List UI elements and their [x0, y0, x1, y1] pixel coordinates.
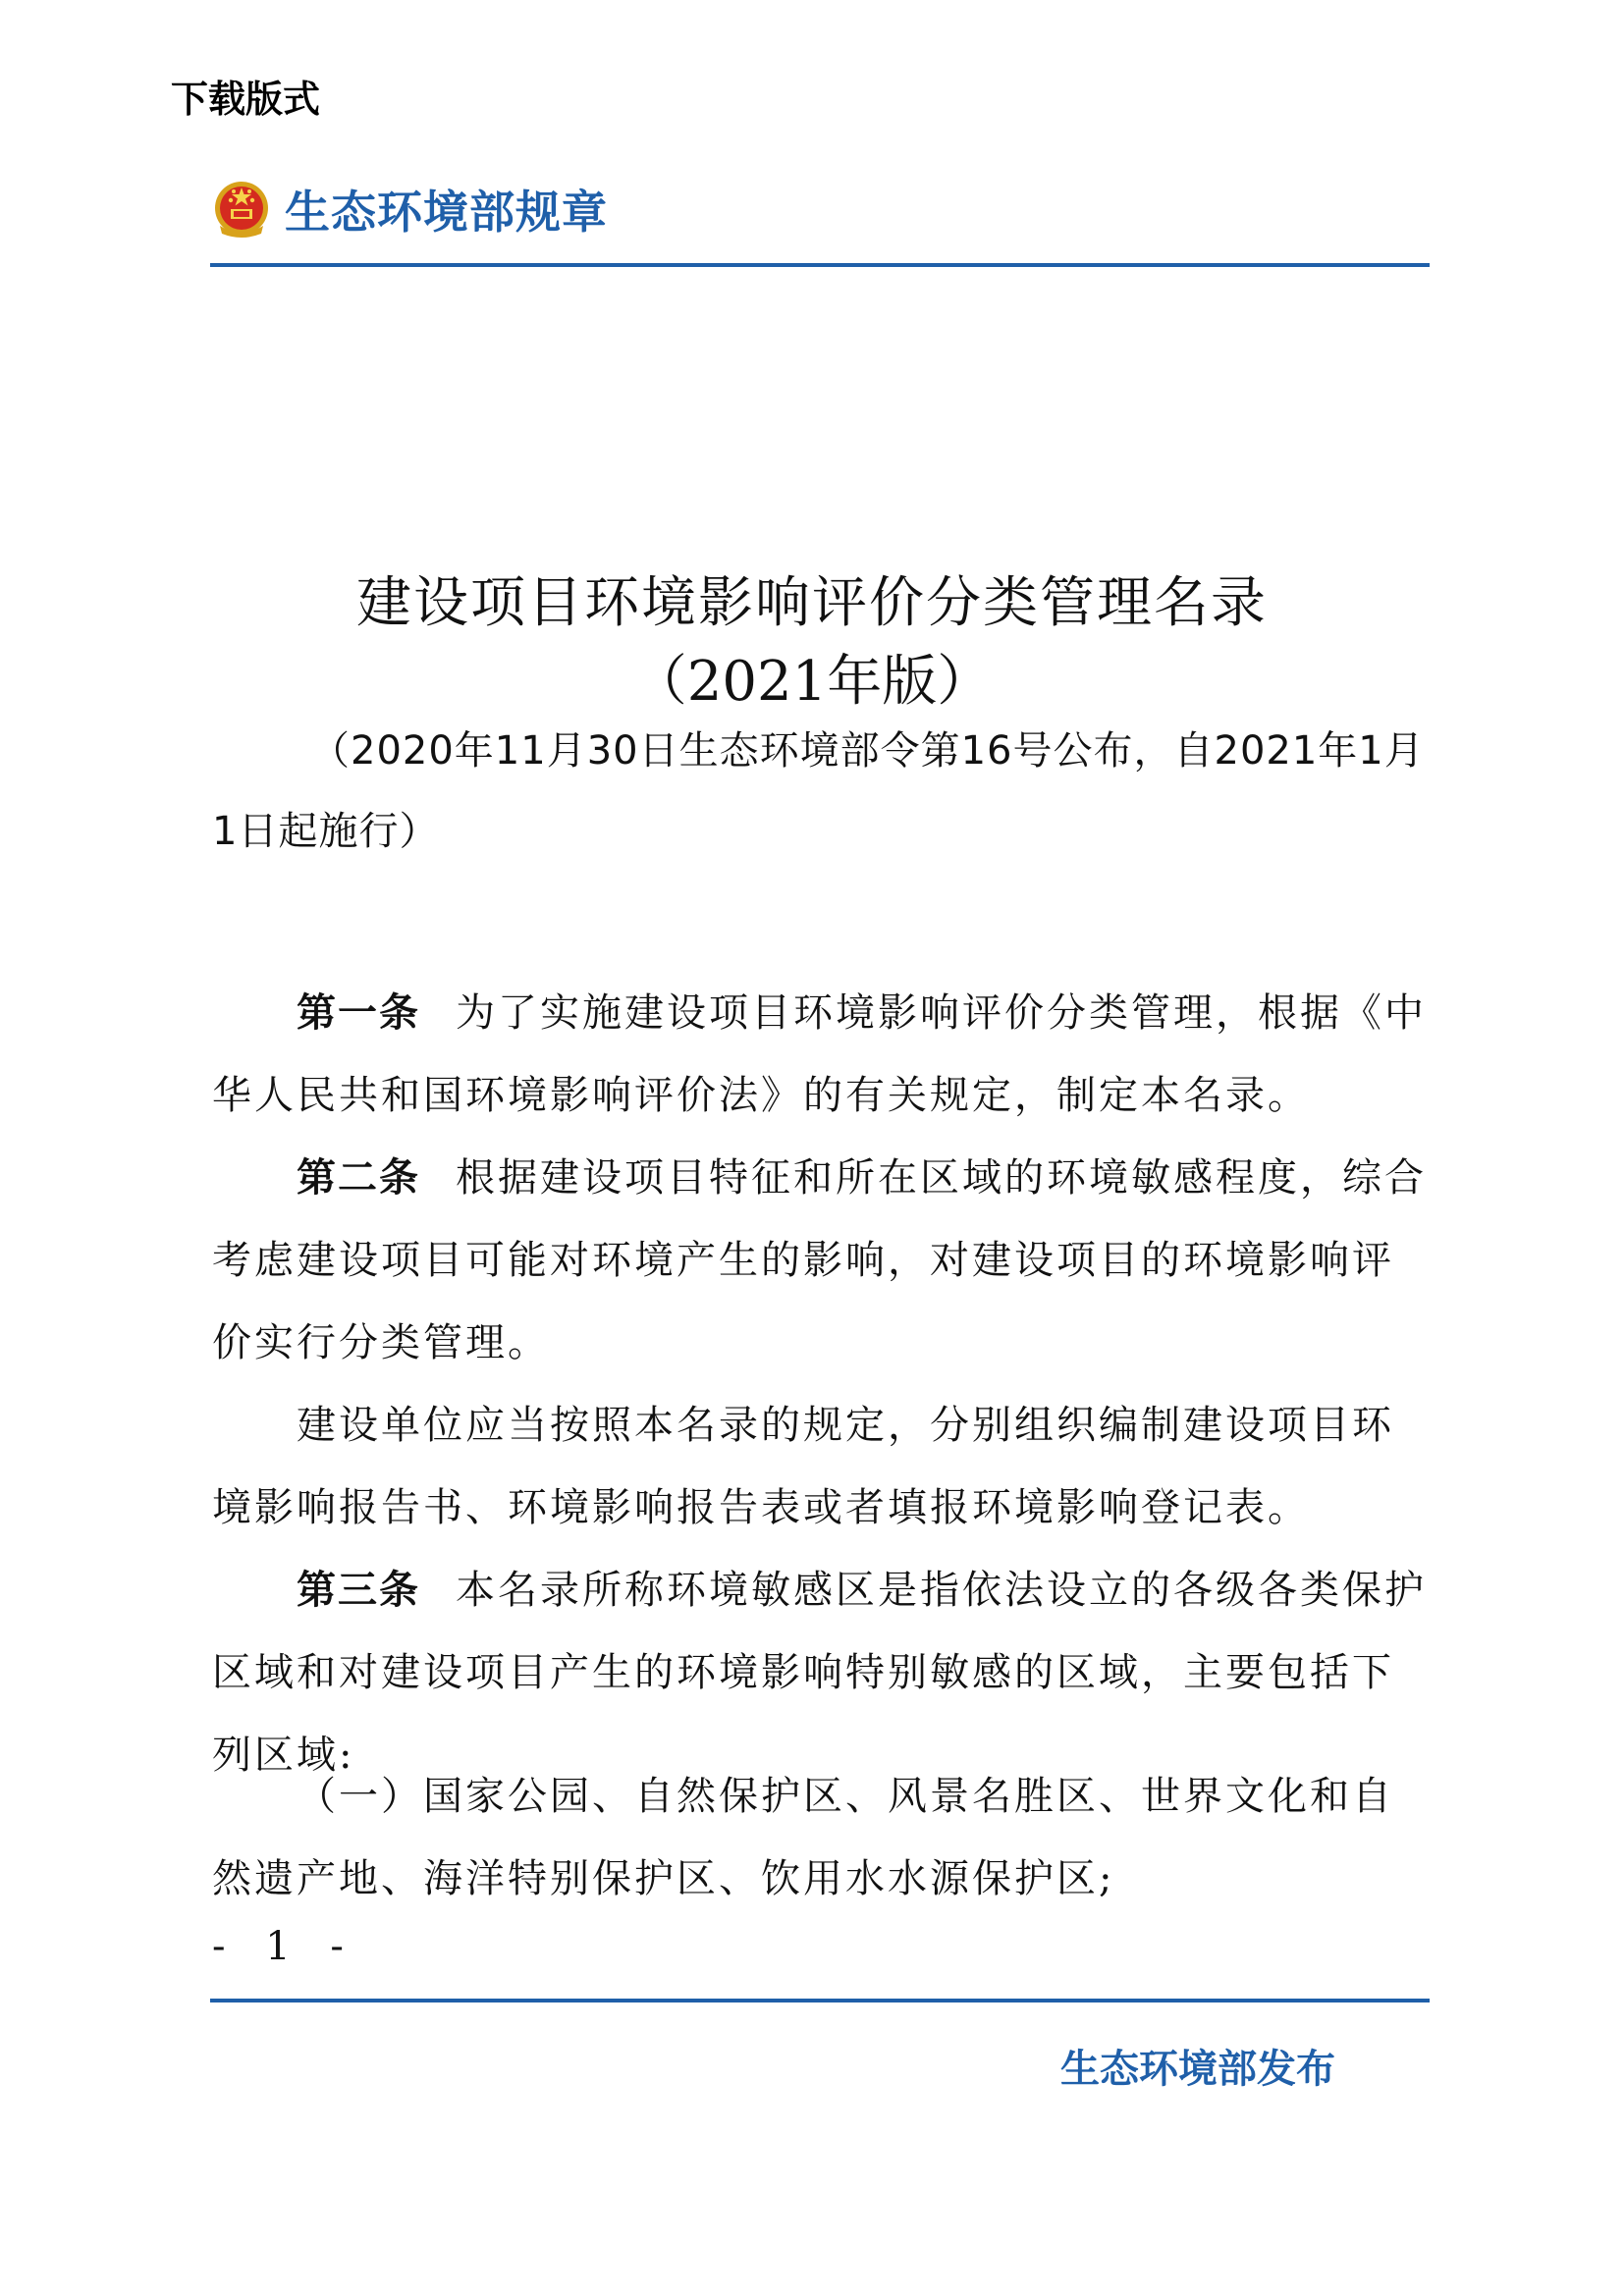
- article-heading: 第一条: [297, 990, 420, 1036]
- article-text: 根据建设项目特征和所在区域的环境敏感程度，综合考虑建设项目可能对环境产生的影响，对建设项目的环境影响评价实行分类管理。: [212, 1155, 1427, 1365]
- document-title: 建设项目环境影响评价分类管理名录: [356, 571, 1268, 635]
- document-issuance-note: （2020年11月30日生态环境部令第16号公布，自2021年1月1日起施行）: [212, 728, 1425, 854]
- article-text: 本名录所称环境敏感区是指依法设立的各级各类保护区域和对建设项目产生的环境影响特别敏感的区域，主要包括下列区域:: [212, 1568, 1427, 1778]
- footer-publisher: 生态环境部发布: [1060, 2047, 1335, 2092]
- article-heading: 第二条: [297, 1155, 420, 1201]
- brand-title: 生态环境部规章: [285, 186, 608, 239]
- national-emblem-icon: [212, 179, 271, 240]
- document-edition: （2021年版）: [631, 650, 993, 714]
- article-2: [212, 1137, 1430, 1384]
- page-number: - 1 -: [212, 1924, 357, 1969]
- download-format-label: 下载版式: [171, 77, 321, 121]
- article-3-item-1: [212, 1755, 1430, 1920]
- article-heading: 第三条: [297, 1568, 420, 1613]
- article-2-paragraph-2: [212, 1384, 1430, 1549]
- header-brand: [212, 175, 608, 243]
- header-divider: [210, 263, 1430, 267]
- article-text: 为了实施建设项目环境影响评价分类管理，根据《中华人民共和国环境影响评价法》的有关规定，制定本名录。: [212, 990, 1427, 1118]
- article-1: [212, 972, 1430, 1137]
- footer-divider: [210, 1999, 1430, 2002]
- article-text: （一）国家公园、自然保护区、风景名胜区、世界文化和自然遗产地、海洋特别保护区、饮用水水源保护区;: [212, 1774, 1394, 1901]
- article-text: 建设单位应当按照本名录的规定，分别组织编制建设项目环境影响报告书、环境影响报告表或者填报环境影响登记表。: [212, 1403, 1394, 1530]
